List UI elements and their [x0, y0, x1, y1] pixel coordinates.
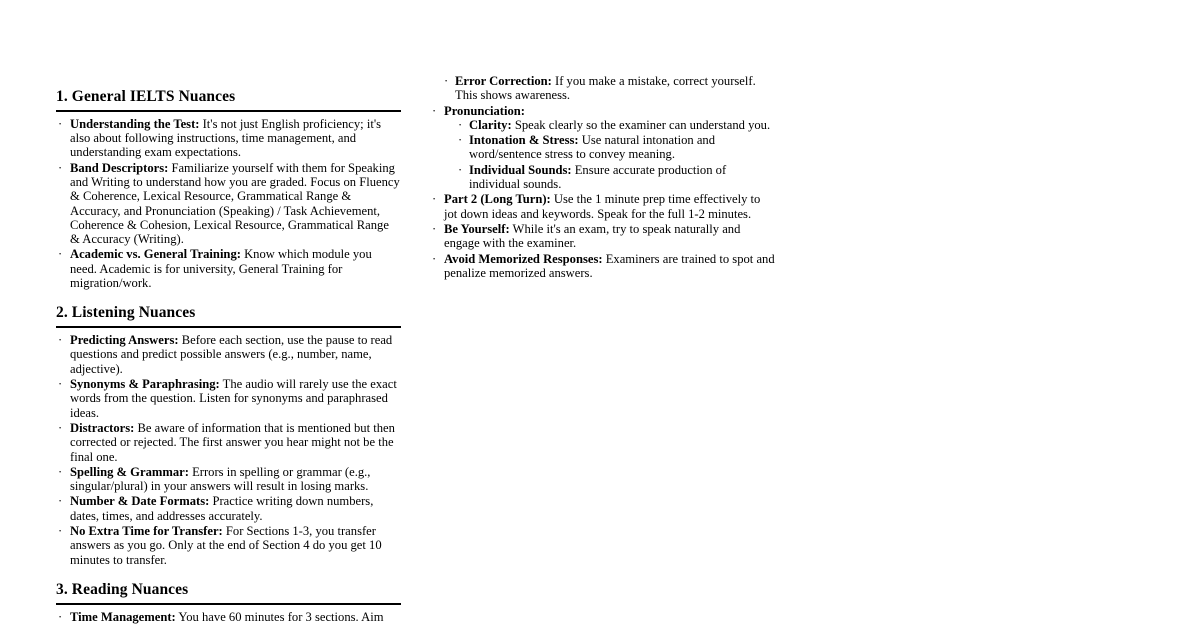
- list-item-description: Ensure accurate production of individual sounds.: [469, 162, 727, 192]
- list-item-body: [455, 74, 775, 103]
- list-item-description: For Sections 1-3, you transfer answers as you go. Only at the end of Section 4 do you get 10 minutes to transfer.: [70, 524, 382, 567]
- list-item-term: Understanding the Test:: [70, 116, 200, 131]
- bullet-icon: ·: [432, 251, 437, 266]
- list-item-body: [70, 247, 401, 290]
- list-item-body: [70, 117, 401, 160]
- list-item-predicting-answers: [56, 333, 401, 376]
- list-item-time-management: [56, 610, 401, 624]
- list-item-description: Familiarize yourself with them for Speaking and Writing to understand how you are graded. Focus on Fluency & Coherence, Lexical Resource, Grammatical Range & Accuracy, and Pronunciation (Speaking) / Task Achievement, Coherence & Cohesion, Lexical Resource, Grammatical Range & Accuracy (Writing).: [70, 160, 400, 247]
- list-item-term: Academic vs. General Training:: [70, 247, 241, 262]
- section-heading: 3. Reading Nuances: [56, 580, 189, 598]
- list-item-term: Spelling & Grammar:: [70, 464, 189, 479]
- list-item-term: Intonation & Stress:: [469, 133, 579, 148]
- bullet-icon: ·: [58, 247, 63, 262]
- bullet-icon: ·: [58, 160, 63, 175]
- nested-bullet-list: [444, 118, 775, 191]
- bullet-icon: ·: [58, 116, 63, 131]
- bullet-list: [56, 333, 401, 567]
- list-item-description: If you make a mistake, correct yourself. This shows awareness.: [455, 74, 756, 103]
- nested-list-item-individual-sounds: [456, 163, 775, 192]
- list-item-pronunciation: [430, 104, 775, 192]
- bullet-icon: ·: [432, 192, 437, 207]
- list-item-description: Know which module you need. Academic is for university, General Training for migration/work.: [70, 247, 372, 291]
- bullet-icon: ·: [444, 74, 449, 88]
- bullet-list: [56, 610, 401, 624]
- nested-list-item-error-correction: [442, 74, 775, 103]
- bullet-list: [430, 74, 775, 280]
- left-column-sections: [56, 88, 401, 624]
- bullet-list: [56, 117, 401, 291]
- list-item-number-date-formats: [56, 494, 401, 523]
- section-heading: 2. Listening Nuances: [56, 304, 196, 322]
- bullet-icon: ·: [58, 333, 63, 348]
- section-divider: [56, 603, 401, 605]
- list-item-body: [469, 118, 775, 132]
- list-item-term: Distractors:: [70, 420, 135, 435]
- bullet-icon: ·: [58, 494, 63, 509]
- list-item-body: [444, 252, 775, 281]
- list-item-understanding-the-test: [56, 117, 401, 160]
- list-item-body: [70, 610, 401, 624]
- list-item-description: Use natural intonation and word/sentence stress to convey meaning.: [469, 133, 716, 162]
- list-item-band-descriptors: [56, 161, 401, 247]
- list-item-description: Use the 1 minute prep time effectively to jot down ideas and keywords. Speak for the full 1-2 minutes.: [444, 192, 761, 221]
- list-item-term: Predicting Answers:: [70, 333, 179, 348]
- section-divider: [56, 110, 401, 112]
- list-item-body: [444, 192, 775, 221]
- list-item-body: [70, 161, 401, 247]
- list-item-body: [70, 494, 401, 523]
- nested-list-item-intonation-stress: [456, 133, 775, 162]
- list-item-body: [70, 377, 401, 420]
- list-item-be-yourself: [430, 222, 775, 251]
- nested-list-item-clarity: [456, 118, 775, 132]
- list-item-body: [444, 222, 775, 251]
- section-2-listening-nuances: [56, 304, 401, 567]
- bullet-icon: ·: [458, 162, 463, 177]
- list-item-description: Be aware of information that is mentioned but then corrected or rejected. The first answer you hear might not be the final one.: [70, 420, 395, 464]
- list-item-term: Number & Date Formats:: [70, 494, 210, 509]
- list-item-body: [469, 133, 775, 162]
- list-item-description: Errors in spelling or grammar (e.g., singular/plural) in your answers will result in losing marks.: [70, 464, 371, 494]
- left-column: [56, 88, 401, 626]
- list-item-term: Avoid Memorized Responses:: [444, 251, 603, 266]
- list-item-term: Band Descriptors:: [70, 160, 169, 175]
- right-column: [430, 74, 775, 626]
- list-item-term: Synonyms & Paraphrasing:: [70, 377, 220, 392]
- list-item-description: You have 60 minutes for 3 sections. Aim: [175, 609, 384, 624]
- list-item-term: Be Yourself:: [444, 221, 510, 236]
- list-item-synonyms-paraphrasing: [56, 377, 401, 420]
- list-item-academic-vs-general-training: [56, 247, 401, 290]
- section-heading: 1. General IELTS Nuances: [56, 88, 236, 105]
- nested-bullet-list: [430, 74, 775, 103]
- bullet-icon: ·: [58, 377, 63, 392]
- list-item-term: Part 2 (Long Turn):: [444, 192, 551, 207]
- list-item-part-2-long-turn: [430, 192, 775, 221]
- list-item-term: Time Management:: [70, 609, 176, 624]
- section-divider: [56, 326, 401, 328]
- list-item-term: No Extra Time for Transfer:: [70, 524, 223, 539]
- list-item-description: Practice writing down numbers, dates, times, and addresses accurately.: [70, 494, 374, 523]
- list-item-body: [70, 333, 401, 376]
- list-item-term: Individual Sounds:: [469, 162, 572, 177]
- list-item-no-extra-time-for-transfer: [56, 524, 401, 567]
- list-item-description: Examiners are trained to spot and penalize memorized answers.: [444, 251, 775, 280]
- list-item-description: While it's an exam, try to speak naturally and engage with the examiner.: [444, 221, 741, 251]
- bullet-icon: ·: [458, 133, 463, 148]
- list-item-body: [70, 524, 401, 567]
- bullet-icon: ·: [58, 524, 63, 539]
- list-item-description: It's not just English proficiency; it's also about following instructions, time management, and understanding exam expectations.: [70, 116, 382, 160]
- section-3-reading-nuances: [56, 581, 401, 624]
- list-item-description: Speak clearly so the examiner can understand you.: [511, 117, 771, 132]
- bullet-icon: ·: [58, 420, 63, 435]
- list-item-spelling-grammar: [56, 465, 401, 494]
- list-item-description: The audio will rarely use the exact words from the question. Listen for synonyms and paraphrased ideas.: [70, 377, 397, 420]
- list-item-body: [70, 421, 401, 464]
- bullet-icon: ·: [432, 103, 437, 118]
- list-item-term: Clarity:: [469, 117, 512, 132]
- list-item-avoid-memorized-responses: [430, 252, 775, 281]
- bullet-icon: ·: [58, 464, 63, 479]
- list-item-body: [469, 163, 775, 192]
- right-column-items: [430, 74, 775, 280]
- bullet-icon: ·: [458, 117, 463, 132]
- list-item-description: Before each section, use the pause to read questions and predict possible answers (e.g., number, name, adjective).: [70, 333, 393, 376]
- list-item-body: [70, 465, 401, 494]
- bullet-icon: ·: [58, 609, 63, 624]
- bullet-icon: ·: [432, 221, 437, 236]
- section-1-general-ielts-nuances: [56, 88, 401, 290]
- list-item-distractors: [56, 421, 401, 464]
- list-item-term: Pronunciation:: [444, 103, 525, 118]
- list-item-body: [444, 104, 775, 118]
- list-item-term: Error Correction:: [455, 74, 552, 88]
